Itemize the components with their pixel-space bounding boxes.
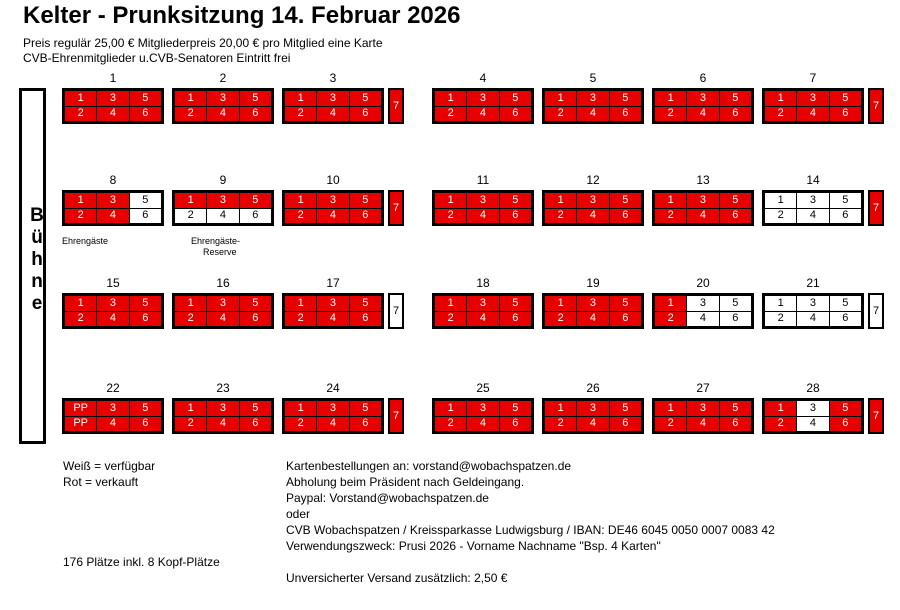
seat-sold[interactable]: 6: [610, 209, 641, 224]
seat-sold[interactable]: 5: [130, 91, 161, 106]
seat-sold[interactable]: 2: [655, 312, 686, 327]
seat-sold[interactable]: 5: [500, 296, 531, 311]
seat-sold[interactable]: 2: [435, 107, 466, 122]
table-number: 19: [586, 276, 600, 290]
seat-sold[interactable]: 2: [65, 312, 96, 327]
table-22: [62, 398, 164, 434]
seat-sold[interactable]: 1: [545, 193, 576, 208]
seat-available[interactable]: 4: [687, 312, 718, 327]
seat-available[interactable]: 6: [240, 209, 271, 224]
seat-sold[interactable]: 6: [500, 417, 531, 432]
seat-sold[interactable]: 3: [577, 91, 608, 106]
seat-sold[interactable]: 2: [655, 107, 686, 122]
seat-sold[interactable]: 4: [317, 312, 348, 327]
seat-sold[interactable]: 4: [97, 312, 128, 327]
seat-sold[interactable]: 3: [207, 193, 238, 208]
seat-sold[interactable]: 6: [350, 417, 381, 432]
seat-sold[interactable]: 3: [97, 193, 128, 208]
seat-available[interactable]: 6: [130, 209, 161, 224]
seat-sold[interactable]: 2: [435, 209, 466, 224]
seat-sold[interactable]: 2: [655, 417, 686, 432]
seat-sold[interactable]: 5: [830, 91, 861, 106]
seat-sold[interactable]: 3: [577, 193, 608, 208]
table-number: 26: [586, 381, 600, 395]
seat-sold[interactable]: 1: [655, 193, 686, 208]
reserve-note-line1: Ehrengäste-: [191, 236, 241, 246]
seat-available[interactable]: 4: [797, 312, 828, 327]
seat-sold[interactable]: 5: [350, 193, 381, 208]
table-26: [542, 398, 644, 434]
ehrengaeste-note: Ehrengäste: [62, 236, 109, 246]
seat-available[interactable]: 3: [797, 296, 828, 311]
seat-available[interactable]: 2: [765, 209, 796, 224]
seat-sold[interactable]: 4: [317, 417, 348, 432]
seat-sold[interactable]: 3: [687, 401, 718, 416]
seat-sold[interactable]: 6: [130, 107, 161, 122]
seat-sold[interactable]: 5: [350, 296, 381, 311]
seat-available[interactable]: 1: [765, 193, 796, 208]
seat-available[interactable]: 6: [720, 312, 751, 327]
seat-sold[interactable]: 2: [285, 417, 316, 432]
seat-available[interactable]: 4: [797, 417, 828, 432]
honorary-info: CVB-Ehrenmitglieder u.CVB-Senatoren Eintritt frei: [23, 51, 291, 65]
seat-sold[interactable]: 2: [545, 209, 576, 224]
seat-sold[interactable]: 6: [500, 209, 531, 224]
table-number: 5: [589, 71, 597, 85]
seat-sold[interactable]: 6: [240, 312, 271, 327]
seat-sold[interactable]: 3: [467, 193, 498, 208]
seat-sold[interactable]: 2: [545, 312, 576, 327]
table-number: 20: [696, 276, 710, 290]
legend-white: Weiß = verfügbar: [63, 459, 156, 473]
table-14: [762, 190, 864, 226]
seat-available[interactable]: 3: [687, 296, 718, 311]
seat-sold[interactable]: 5: [350, 401, 381, 416]
seat-sold[interactable]: 5: [240, 401, 271, 416]
order-info: [286, 458, 775, 586]
stage-letter: e: [31, 293, 43, 314]
seat-sold[interactable]: 6: [130, 417, 161, 432]
seat-sold[interactable]: 2: [435, 417, 466, 432]
seat-sold[interactable]: PP: [65, 401, 96, 416]
seat-sold[interactable]: 4: [207, 417, 238, 432]
seat-sold[interactable]: 6: [500, 312, 531, 327]
table-12: [542, 190, 644, 226]
seat-sold[interactable]: 4: [577, 417, 608, 432]
seat-sold[interactable]: 4: [577, 209, 608, 224]
seat-sold[interactable]: 6: [610, 417, 641, 432]
seat-sold[interactable]: 6: [130, 312, 161, 327]
table-number: 13: [696, 173, 710, 187]
seat-sold[interactable]: 4: [467, 417, 498, 432]
info-line: Verwendungszweck: Prusi 2026 - Vorname Nachname "Bsp. 4 Karten": [286, 539, 661, 553]
seat-sold[interactable]: 5: [240, 91, 271, 106]
seat-sold[interactable]: 5: [830, 401, 861, 416]
table-16: [172, 293, 274, 329]
seat-sold[interactable]: 4: [687, 417, 718, 432]
seat-sold[interactable]: PP: [65, 417, 96, 432]
table-number: 17: [326, 276, 340, 290]
seat-sold[interactable]: 3: [467, 91, 498, 106]
head-seat-sold[interactable]: 7: [868, 88, 884, 124]
seat-sold[interactable]: 1: [175, 401, 206, 416]
seat-sold[interactable]: 5: [500, 193, 531, 208]
seat-sold[interactable]: 6: [350, 312, 381, 327]
head-seat-sold[interactable]: 7: [868, 398, 884, 434]
seat-sold[interactable]: 4: [687, 209, 718, 224]
table-number: 28: [806, 381, 820, 395]
seat-sold[interactable]: 3: [317, 296, 348, 311]
seat-sold[interactable]: 3: [687, 193, 718, 208]
seat-sold[interactable]: 2: [175, 107, 206, 122]
seat-sold[interactable]: 3: [467, 296, 498, 311]
seat-sold[interactable]: 3: [207, 296, 238, 311]
head-seat-sold[interactable]: 7: [388, 190, 404, 226]
seat-sold[interactable]: 5: [720, 193, 751, 208]
seat-sold[interactable]: 3: [317, 91, 348, 106]
seat-sold[interactable]: 6: [720, 417, 751, 432]
table-number: 7: [809, 71, 817, 85]
seat-sold[interactable]: 1: [65, 193, 96, 208]
seat-sold[interactable]: 3: [317, 193, 348, 208]
seat-sold[interactable]: 3: [687, 91, 718, 106]
seat-sold[interactable]: 1: [285, 91, 316, 106]
seat-available[interactable]: 1: [765, 296, 796, 311]
table-3: [282, 88, 384, 124]
seat-sold[interactable]: 1: [545, 296, 576, 311]
table-13: [652, 190, 754, 226]
stage-letter: ü: [31, 227, 43, 248]
seat-sold[interactable]: 6: [720, 107, 751, 122]
seat-sold[interactable]: 1: [285, 401, 316, 416]
table-number: 25: [476, 381, 490, 395]
seat-sold[interactable]: 4: [687, 107, 718, 122]
table-17: [282, 293, 384, 329]
seat-sold[interactable]: 6: [610, 107, 641, 122]
seat-sold[interactable]: 2: [65, 107, 96, 122]
table-2: [172, 88, 274, 124]
head-seat-sold[interactable]: 7: [388, 398, 404, 434]
seat-sold[interactable]: 4: [97, 209, 128, 224]
seat-available[interactable]: 5: [720, 296, 751, 311]
seat-sold[interactable]: 1: [435, 193, 466, 208]
seat-sold[interactable]: 4: [97, 417, 128, 432]
table-21: [762, 293, 864, 329]
seat-sold[interactable]: 1: [435, 91, 466, 106]
seat-sold[interactable]: 5: [240, 193, 271, 208]
seat-sold[interactable]: 1: [655, 401, 686, 416]
table-number: 18: [476, 276, 490, 290]
price-info: Preis regulär 25,00 € Mitgliederpreis 20,00 € pro Mitglied eine Karte: [23, 36, 383, 50]
seat-sold[interactable]: 4: [207, 107, 238, 122]
table-18: [432, 293, 534, 329]
table-number: 3: [329, 71, 337, 85]
seat-sold[interactable]: 1: [435, 401, 466, 416]
seat-sold[interactable]: 2: [65, 209, 96, 224]
table-number: 27: [696, 381, 710, 395]
seat-sold[interactable]: 1: [65, 296, 96, 311]
seat-sold[interactable]: 5: [240, 296, 271, 311]
seat-sold[interactable]: 5: [500, 401, 531, 416]
seat-sold[interactable]: 2: [285, 209, 316, 224]
table-23: [172, 398, 274, 434]
head-seat-available[interactable]: 7: [868, 293, 884, 329]
seat-sold[interactable]: 2: [545, 107, 576, 122]
table-19: [542, 293, 644, 329]
table-24: [282, 398, 384, 434]
seat-sold[interactable]: 5: [610, 193, 641, 208]
seat-sold[interactable]: 2: [175, 417, 206, 432]
seat-sold[interactable]: 6: [240, 417, 271, 432]
seat-sold[interactable]: 1: [285, 193, 316, 208]
seat-sold[interactable]: 4: [467, 209, 498, 224]
seat-sold[interactable]: 6: [350, 107, 381, 122]
seat-available[interactable]: 4: [207, 209, 238, 224]
seat-sold[interactable]: 3: [97, 401, 128, 416]
seat-sold[interactable]: 5: [500, 91, 531, 106]
seat-sold[interactable]: 2: [765, 107, 796, 122]
table-25: [432, 398, 534, 434]
table-number: 24: [326, 381, 340, 395]
table-number: 1: [109, 71, 117, 85]
seat-sold[interactable]: 3: [97, 296, 128, 311]
seat-available[interactable]: 4: [797, 209, 828, 224]
seat-sold[interactable]: 2: [285, 107, 316, 122]
seat-sold[interactable]: 4: [797, 107, 828, 122]
seat-sold[interactable]: 3: [317, 401, 348, 416]
table-7: [762, 88, 864, 124]
seat-sold[interactable]: 1: [655, 296, 686, 311]
seat-sold[interactable]: 4: [97, 107, 128, 122]
seat-sold[interactable]: 1: [175, 296, 206, 311]
info-line: Paypal: Vorstand@wobachspatzen.de: [286, 491, 489, 505]
table-9: [172, 190, 274, 226]
seat-sold[interactable]: 1: [545, 91, 576, 106]
page-title: Kelter - Prunksitzung 14. Februar 2026: [23, 2, 461, 29]
info-line: CVB Wobachspatzen / Kreissparkasse Ludwigsburg / IBAN: DE46 6045 0050 0007 0083 42: [286, 523, 775, 537]
seat-available[interactable]: 2: [765, 312, 796, 327]
seat-sold[interactable]: 4: [577, 107, 608, 122]
stage-letter: h: [31, 249, 43, 270]
table-15: [62, 293, 164, 329]
seat-available[interactable]: 5: [830, 296, 861, 311]
table-1: [62, 88, 164, 124]
table-number: 12: [586, 173, 600, 187]
table-6: [652, 88, 754, 124]
seat-available[interactable]: 5: [130, 193, 161, 208]
seat-sold[interactable]: 1: [655, 91, 686, 106]
seat-sold[interactable]: 5: [720, 401, 751, 416]
info-line: oder: [286, 507, 311, 521]
seat-sold[interactable]: 2: [285, 312, 316, 327]
seat-sold[interactable]: 2: [655, 209, 686, 224]
table-5: [542, 88, 644, 124]
info-line: Unversicherter Versand zusätzlich: 2,50 €: [286, 571, 508, 585]
seat-sold[interactable]: 5: [720, 91, 751, 106]
seat-sold[interactable]: 1: [765, 91, 796, 106]
seat-sold[interactable]: 3: [97, 91, 128, 106]
seat-sold[interactable]: 1: [765, 401, 796, 416]
seat-sold[interactable]: 5: [610, 401, 641, 416]
table-number: 10: [326, 173, 340, 187]
table-4: [432, 88, 534, 124]
table-number: 2: [219, 71, 227, 85]
info-line: Kartenbestellungen an: vorstand@wobachspatzen.de: [286, 459, 572, 473]
table-11: [432, 190, 534, 226]
table-number: 6: [699, 71, 707, 85]
seat-sold[interactable]: 5: [610, 91, 641, 106]
info-line: [286, 554, 775, 570]
table-number: 22: [106, 381, 120, 395]
seat-sold[interactable]: 3: [207, 91, 238, 106]
table-number: 16: [216, 276, 230, 290]
capacity-info: 176 Plätze inkl. 8 Kopf-Plätze: [63, 555, 220, 569]
table-10: [282, 190, 384, 226]
table-number: 15: [106, 276, 120, 290]
head-seat-available[interactable]: 7: [388, 293, 404, 329]
seat-sold[interactable]: 1: [175, 193, 206, 208]
seat-sold[interactable]: 1: [545, 401, 576, 416]
table-8: [62, 190, 164, 226]
seat-sold[interactable]: 6: [830, 107, 861, 122]
seat-sold[interactable]: 4: [467, 312, 498, 327]
reserve-note-line2: Reserve: [203, 247, 237, 257]
table-number: 14: [806, 173, 820, 187]
seat-sold[interactable]: 2: [545, 417, 576, 432]
seat-sold[interactable]: 6: [500, 107, 531, 122]
seat-available[interactable]: 5: [830, 193, 861, 208]
seat-sold[interactable]: 5: [130, 401, 161, 416]
seat-sold[interactable]: 4: [317, 107, 348, 122]
table-number: 11: [476, 173, 490, 187]
seat-sold[interactable]: 1: [285, 296, 316, 311]
table-27: [652, 398, 754, 434]
table-20: [652, 293, 754, 329]
seat-sold[interactable]: 3: [207, 401, 238, 416]
stage-letter: n: [31, 271, 43, 292]
table-number: 21: [806, 276, 820, 290]
stage-letter: B: [30, 205, 44, 226]
seat-sold[interactable]: 4: [577, 312, 608, 327]
seat-sold[interactable]: 3: [797, 91, 828, 106]
legend-red: Rot = verkauft: [63, 475, 139, 489]
seat-sold[interactable]: 3: [577, 401, 608, 416]
table-number: 23: [216, 381, 230, 395]
seat-sold[interactable]: 5: [350, 91, 381, 106]
seat-available[interactable]: 2: [175, 209, 206, 224]
seat-sold[interactable]: 6: [830, 417, 861, 432]
seat-sold[interactable]: 1: [175, 91, 206, 106]
seat-sold[interactable]: 6: [720, 209, 751, 224]
seat-sold[interactable]: 3: [467, 401, 498, 416]
seat-available[interactable]: 6: [830, 209, 861, 224]
seat-sold[interactable]: 6: [350, 209, 381, 224]
seat-sold[interactable]: 2: [435, 312, 466, 327]
seat-available[interactable]: 3: [797, 193, 828, 208]
seat-available[interactable]: 6: [830, 312, 861, 327]
seat-sold[interactable]: 5: [610, 296, 641, 311]
head-seat-sold[interactable]: 7: [388, 88, 404, 124]
info-line: Abholung beim Präsident nach Geldeingang.: [286, 475, 525, 489]
seat-sold[interactable]: 2: [765, 417, 796, 432]
table-number: 9: [219, 173, 227, 187]
seat-sold[interactable]: 3: [577, 296, 608, 311]
seat-sold[interactable]: 4: [317, 209, 348, 224]
head-seat-sold[interactable]: 7: [868, 190, 884, 226]
table-number: 4: [479, 71, 487, 85]
seat-sold[interactable]: 2: [175, 312, 206, 327]
seat-sold[interactable]: 6: [240, 107, 271, 122]
seat-sold[interactable]: 4: [207, 312, 238, 327]
seat-sold[interactable]: 1: [435, 296, 466, 311]
seat-sold[interactable]: 5: [130, 296, 161, 311]
seat-available[interactable]: 3: [797, 401, 828, 416]
seat-sold[interactable]: 4: [467, 107, 498, 122]
seat-sold[interactable]: 1: [65, 91, 96, 106]
seat-sold[interactable]: 6: [610, 312, 641, 327]
table-28: [762, 398, 864, 434]
table-number: 8: [109, 173, 117, 187]
